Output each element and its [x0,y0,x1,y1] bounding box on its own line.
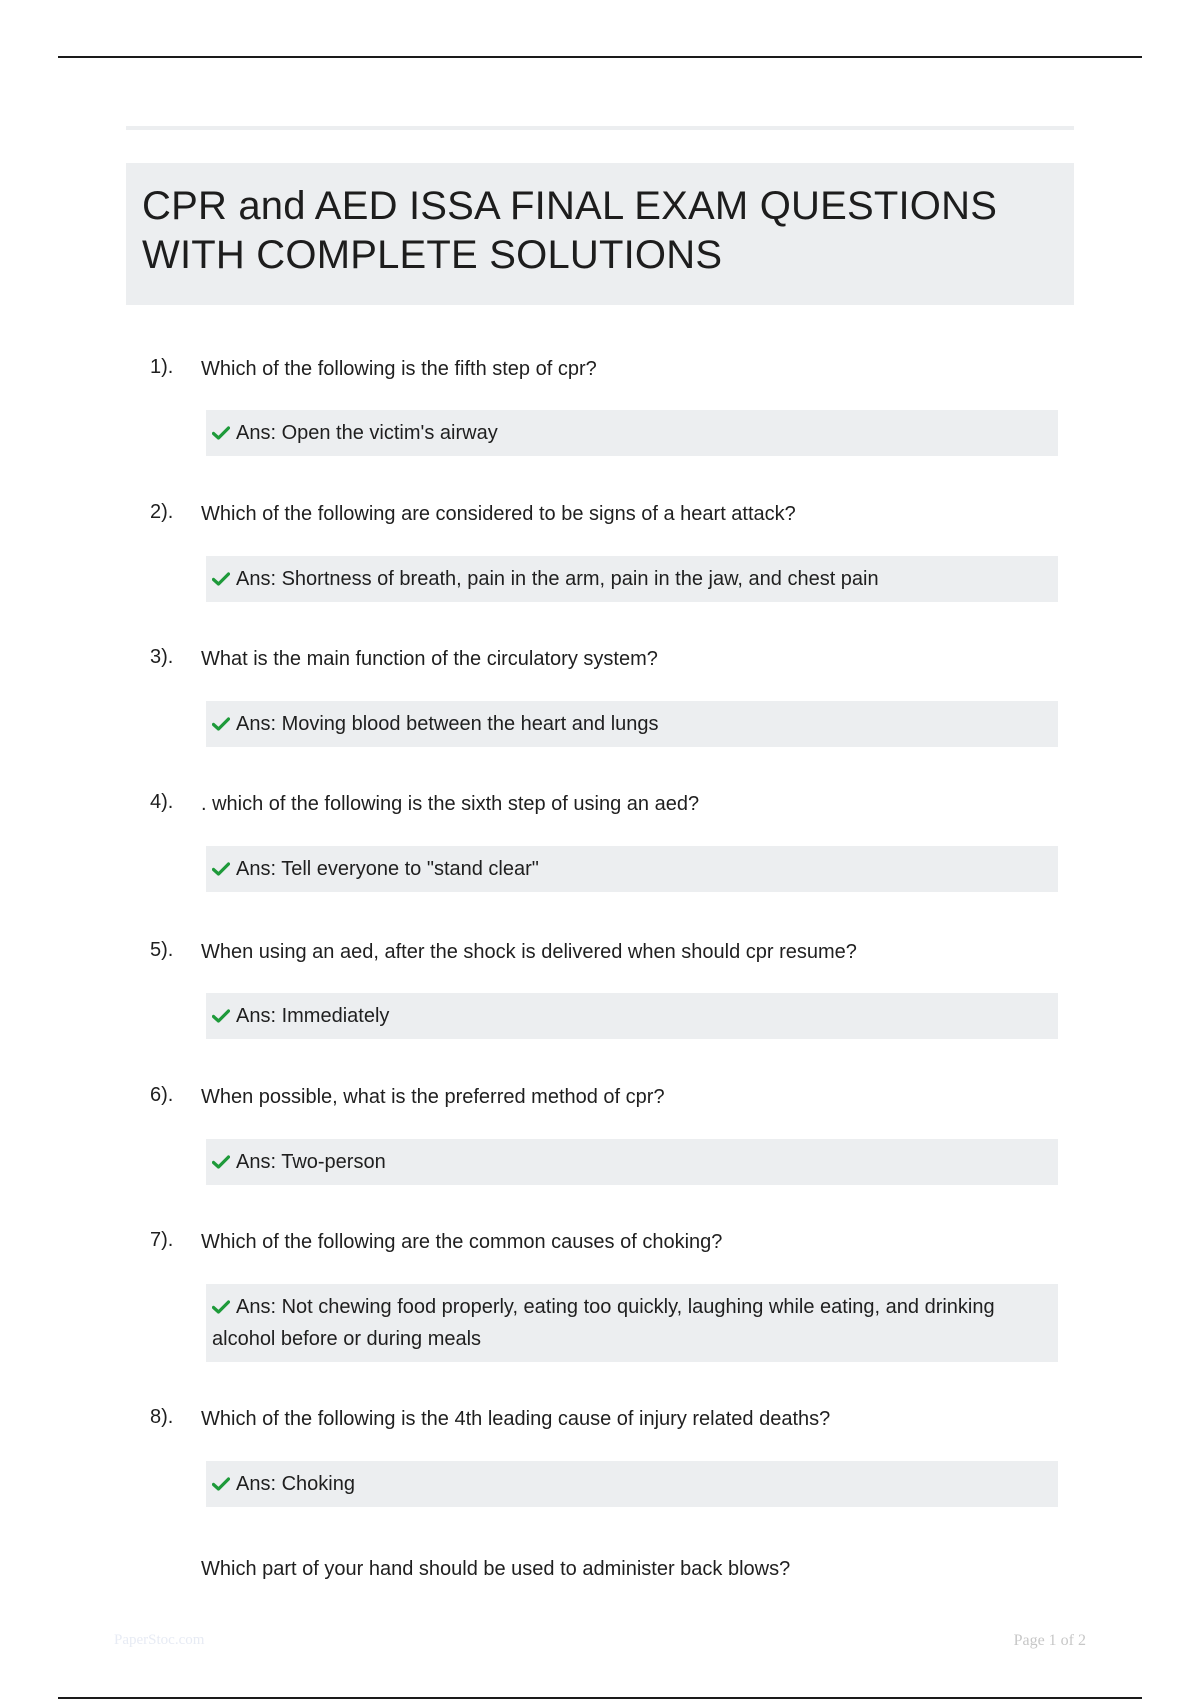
top-rule [58,56,1142,58]
question-text: Which part of your hand should be used to administer back blows? [201,1558,791,1580]
answer-box [206,701,1058,747]
question-text: Which of the following is the fifth step of cpr? [201,358,597,380]
question-number: 4). [150,791,174,813]
answer-text: Immediately [281,1005,390,1027]
answer-prefix: Ans: [236,1005,282,1027]
answer-text: Two-person [281,1151,386,1173]
question-number: 1). [150,356,174,378]
answer-text: Tell everyone to "stand clear" [281,858,539,880]
answer-text: Open the victim's airway [281,422,498,444]
answer-prefix: Ans: [236,568,282,590]
answer-box [206,410,1058,456]
header-divider [126,126,1074,130]
page-number: Page 1 of 2 [1013,1632,1086,1649]
checkmark-icon [212,1009,230,1023]
question-text: . which of the following is the sixth step of using an aed? [201,793,700,815]
checkmark-icon [212,1300,230,1314]
answer-prefix: Ans: [236,1473,282,1495]
answer-prefix: Ans: [236,858,282,880]
question-text: Which of the following is the 4th leading cause of injury related deaths? [201,1408,831,1430]
footer-watermark: PaperStoc.com [114,1632,205,1648]
bottom-rule [58,1697,1142,1699]
checkmark-icon [212,1155,230,1169]
answer-prefix: Ans: [236,1151,282,1173]
answer-prefix: Ans: [236,1296,282,1318]
answer-box [206,1284,1058,1362]
answer-box [206,846,1058,892]
question-number: 7). [150,1229,174,1251]
answer-text: Choking [281,1473,355,1495]
question-number: 6). [150,1084,174,1106]
answer-box [206,1139,1058,1185]
checkmark-icon [212,717,230,731]
checkmark-icon [212,572,230,586]
question-text: When using an aed, after the shock is delivered when should cpr resume? [201,941,857,963]
question-number: 2). [150,501,174,523]
question-text: Which of the following are considered to be signs of a heart attack? [201,503,796,525]
checkmark-icon [212,426,230,440]
question-text: When possible, what is the preferred method of cpr? [201,1086,665,1108]
question-text: What is the main function of the circulatory system? [201,648,658,670]
answer-text: Not chewing food properly, eating too quickly, laughing while eating, and drinking alcohol before or during meals [212,1296,995,1350]
answer-text: Moving blood between the heart and lungs [281,713,659,735]
answer-box [206,556,1058,602]
answer-prefix: Ans: [236,713,282,735]
question-number: 5). [150,939,174,961]
answer-box [206,993,1058,1039]
answer-text: Shortness of breath, pain in the arm, pain in the jaw, and chest pain [281,568,879,590]
checkmark-icon [212,1477,230,1491]
title-banner [126,163,1074,305]
checkmark-icon [212,862,230,876]
question-number: 8). [150,1406,174,1428]
answer-box [206,1461,1058,1507]
answer-prefix: Ans: [236,422,282,444]
question-number: 3). [150,646,174,668]
page-title: CPR and AED ISSA FINAL EXAM QUESTIONS WITH COMPLETE SOLUTIONS [142,184,998,277]
question-text: Which of the following are the common causes of choking? [201,1231,723,1253]
